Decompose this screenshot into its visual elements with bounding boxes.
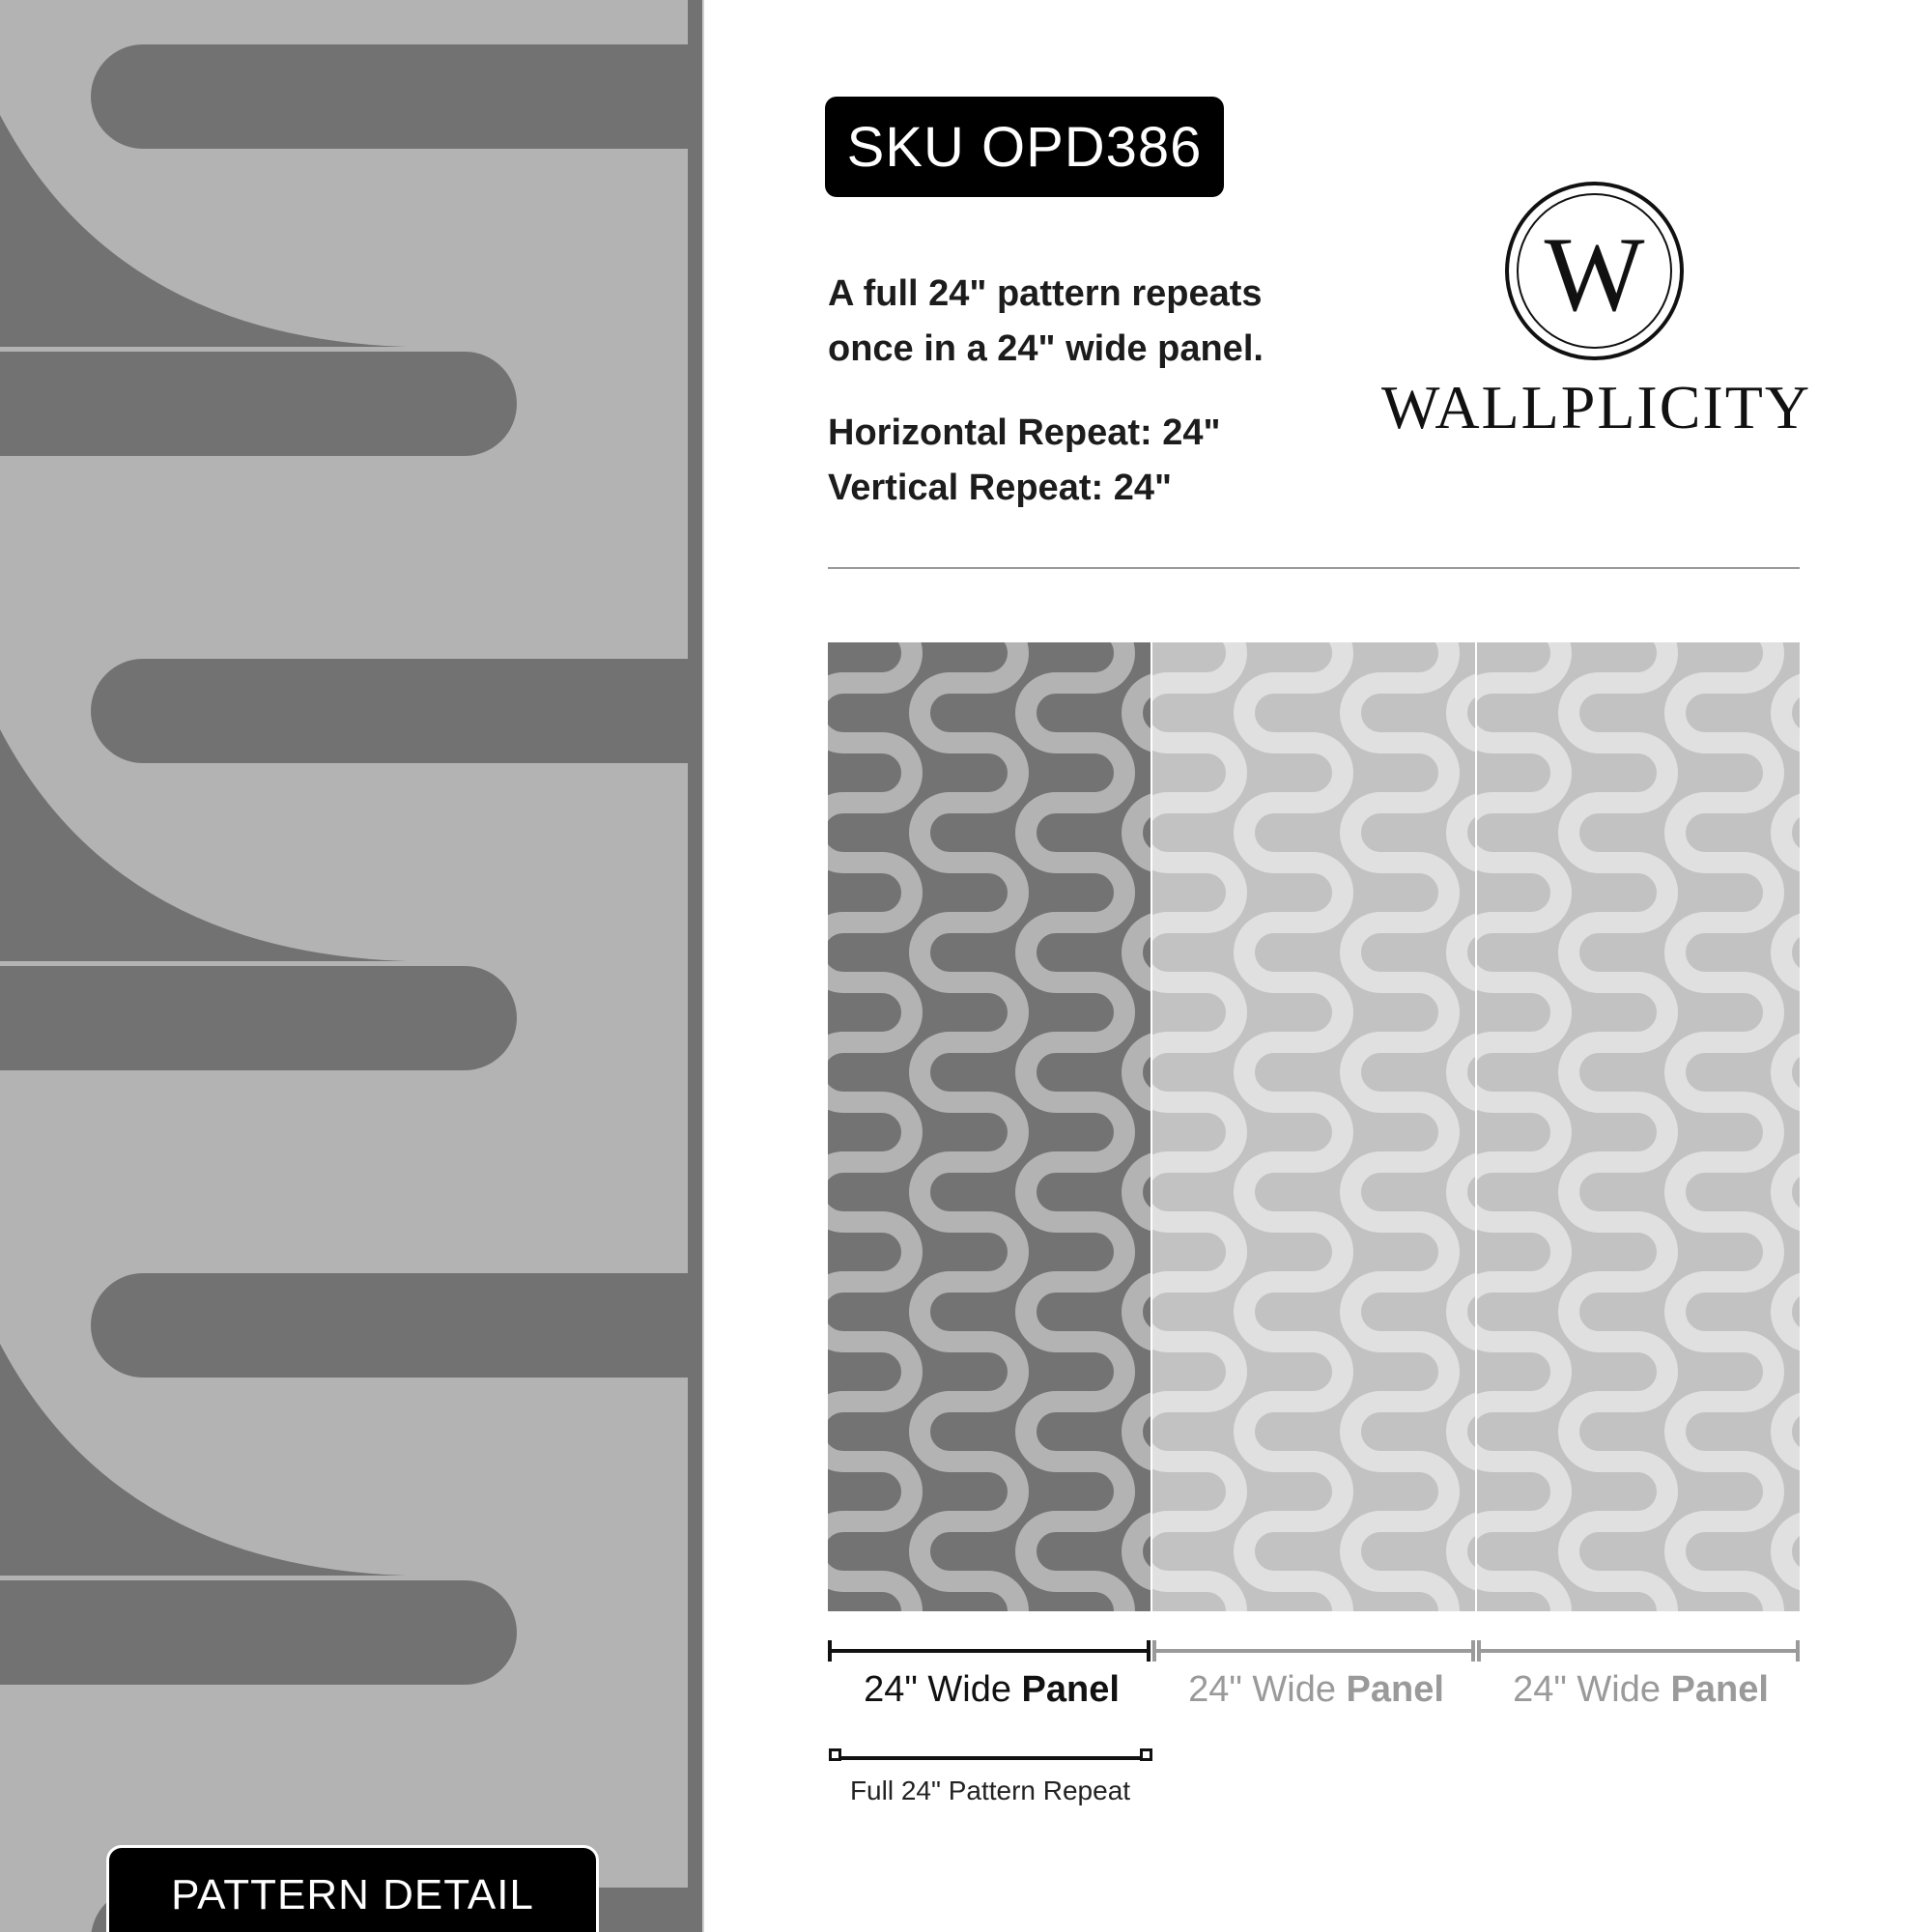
wallpaper-panel-1 [828, 642, 1151, 1611]
serpentine-stripe [920, 642, 1018, 1611]
panels-preview [828, 642, 1803, 1611]
panel-width-label [1479, 1669, 1803, 1711]
pattern-bar-right [91, 44, 702, 149]
panel-label-prefix: 24" Wide [864, 1669, 1022, 1710]
panel-width-label [1154, 1669, 1478, 1711]
sku-badge: SKU OPD386 [825, 97, 1224, 197]
pattern-repeat-cap-left [829, 1748, 841, 1761]
pattern-repeat-line [833, 1756, 1148, 1760]
panel-width-line [1152, 1649, 1475, 1653]
serpentine-stripe [1569, 642, 1667, 1611]
panel-pattern-graphic [828, 642, 1151, 1611]
logo-wordmark: WALLPLICITY [1381, 373, 1812, 441]
description-line-1: A full 24" pattern repeats [828, 273, 1263, 314]
panel-label-bold: Panel [1670, 1669, 1769, 1710]
measure-tick [1152, 1640, 1156, 1662]
panel-label-prefix: 24" Wide [1188, 1669, 1347, 1710]
serpentine-stripe [1152, 642, 1236, 1611]
measure-tick [1147, 1640, 1151, 1662]
horizontal-divider [828, 567, 1800, 569]
repeat-specs [828, 406, 1369, 516]
panel-label-bold: Panel [1021, 1669, 1120, 1710]
panel-pattern-graphic [1152, 642, 1475, 1611]
pattern-repeat-cap-right [1140, 1748, 1152, 1761]
measure-tick [1471, 1640, 1475, 1662]
measure-tick [828, 1640, 832, 1662]
description-line-2: once in a 24" wide panel. [828, 328, 1264, 369]
measure-tick [1477, 1640, 1481, 1662]
pattern-bar-left [0, 352, 517, 456]
panel-label-prefix: 24" Wide [1513, 1669, 1671, 1710]
pattern-bar-right [91, 1273, 702, 1378]
brand-logo [1381, 179, 1812, 441]
serpentine-stripe [1477, 642, 1561, 1611]
panel-width-line [828, 1649, 1151, 1653]
panel-width-line [1477, 1649, 1800, 1653]
pattern-detail-graphic [0, 0, 702, 1932]
wallpaper-panel-2 [1152, 642, 1475, 1611]
measure-tick [1796, 1640, 1800, 1662]
pattern-detail-image [0, 0, 702, 1932]
wallpaper-panel-3 [1477, 642, 1800, 1611]
panel-pattern-graphic [1477, 642, 1800, 1611]
serpentine-stripe [1350, 642, 1449, 1611]
repeat-description [828, 267, 1369, 377]
pattern-bar-right [91, 659, 702, 763]
panel-label-bold: Panel [1346, 1669, 1444, 1710]
horizontal-repeat: Horizontal Repeat: 24" [828, 412, 1221, 453]
logo-letter: W [1544, 214, 1645, 333]
serpentine-stripe [828, 642, 912, 1611]
serpentine-stripe [1026, 642, 1124, 1611]
serpentine-stripe [1244, 642, 1343, 1611]
serpentine-stripe [1781, 642, 1800, 1611]
serpentine-stripe [1675, 642, 1774, 1611]
serpentine-stripe [1132, 642, 1151, 1611]
pattern-repeat-label: Full 24" Pattern Repeat [849, 1776, 1131, 1805]
vertical-divider [702, 0, 704, 1932]
pattern-bar-left [0, 966, 517, 1070]
serpentine-stripe [1457, 642, 1475, 1611]
pattern-detail-label: PATTERN DETAIL [106, 1845, 599, 1932]
logo-emblem [1505, 182, 1684, 360]
panel-width-label [830, 1669, 1153, 1711]
vertical-repeat: Vertical Repeat: 24" [828, 468, 1172, 508]
pattern-bar-left [0, 1580, 517, 1685]
